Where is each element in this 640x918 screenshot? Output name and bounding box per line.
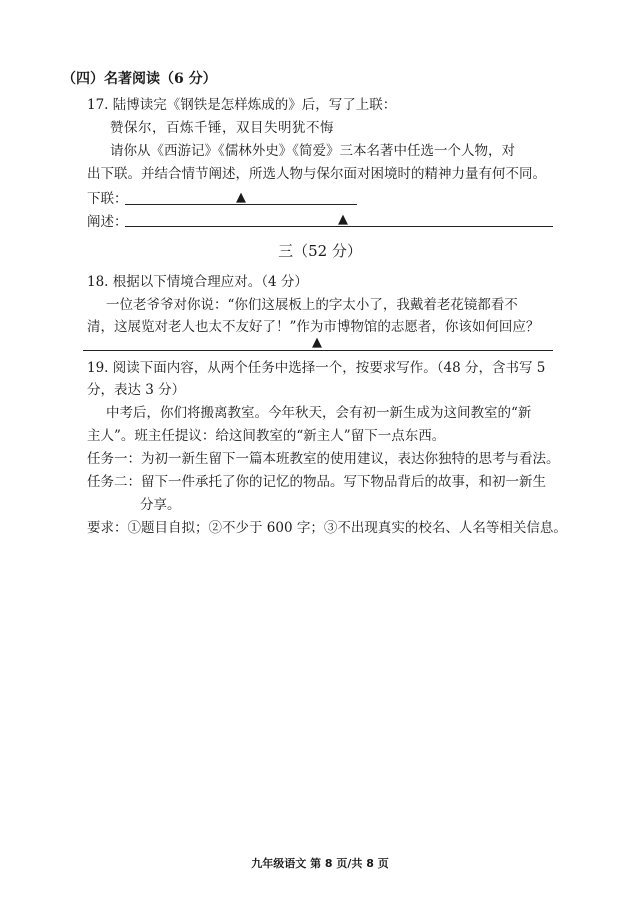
question-17-couplet: 赞保尔，百炼千锤，双目失明犹不悔 bbox=[110, 120, 334, 136]
question-17-instruction-1: 请你从《西游记》《儒林外史》《简爱》三本名著中任选一个人物，对 bbox=[110, 143, 515, 159]
answer-marker-17b: ▲ bbox=[338, 212, 348, 227]
question-19-stem-2: 分，表达 3 分） bbox=[87, 382, 186, 398]
question-19-paragraph-2: 主人”。班主任提议：给这间教室的“新主人”留下一点东西。 bbox=[87, 428, 446, 444]
section-heading-3: 三（52 分） bbox=[278, 242, 362, 260]
question-19-requirements: 要求：①题目自拟；②不少于 600 字；③不出现真实的校名、人名等相关信息。 bbox=[87, 520, 567, 536]
question-19-paragraph-1: 中考后，你们将搬离教室。今年秋天，会有初一新生成为这间教室的“新 bbox=[106, 405, 532, 421]
answer-marker-17a: ▲ bbox=[236, 190, 246, 205]
question-18-context-2: 清，这展览对老人也太不友好了！”作为市博物馆的志愿者，你该如何回应？ bbox=[87, 319, 540, 335]
question-18-context-1: 一位老爷爷对你说：“你们这展板上的字太小了，我戴着老花镜都看不 bbox=[106, 297, 518, 313]
answer-label-chanshu: 阐述： bbox=[87, 214, 128, 230]
page-footer: 九年级语文 第 8 页/共 8 页 bbox=[251, 857, 389, 870]
answer-line-17b bbox=[125, 226, 553, 227]
question-19-task-1: 任务一：为初一新生留下一篇本班教室的使用建议，表达你独特的思考与看法。 bbox=[87, 451, 560, 467]
section-heading-mingzhu: （四）名著阅读（6 分） bbox=[62, 71, 217, 87]
question-19-task-2-line-2: 分享。 bbox=[140, 497, 181, 513]
answer-label-xialian: 下联： bbox=[87, 191, 128, 207]
question-19-stem-1: 19. 阅读下面内容，从两个任务中选择一个，按要求写作。（48 分，含书写 5 bbox=[87, 360, 546, 376]
answer-marker-18: ▲ bbox=[312, 335, 322, 350]
question-17-stem: 17. 陆博读完《钢铁是怎样炼成的》后，写了上联： bbox=[87, 97, 397, 113]
question-18-stem: 18. 根据以下情境合理应对。（4 分） bbox=[87, 274, 308, 290]
question-19-task-2-line-1: 任务二：留下一件承托了你的记忆的物品。写下物品背后的故事，和初一新生 bbox=[87, 474, 546, 490]
answer-line-17a bbox=[125, 204, 357, 205]
answer-line-18 bbox=[83, 350, 553, 351]
question-17-instruction-2: 出下联。并结合情节阐述，所选人物与保尔面对困境时的精神力量有何不同。 bbox=[87, 166, 546, 182]
